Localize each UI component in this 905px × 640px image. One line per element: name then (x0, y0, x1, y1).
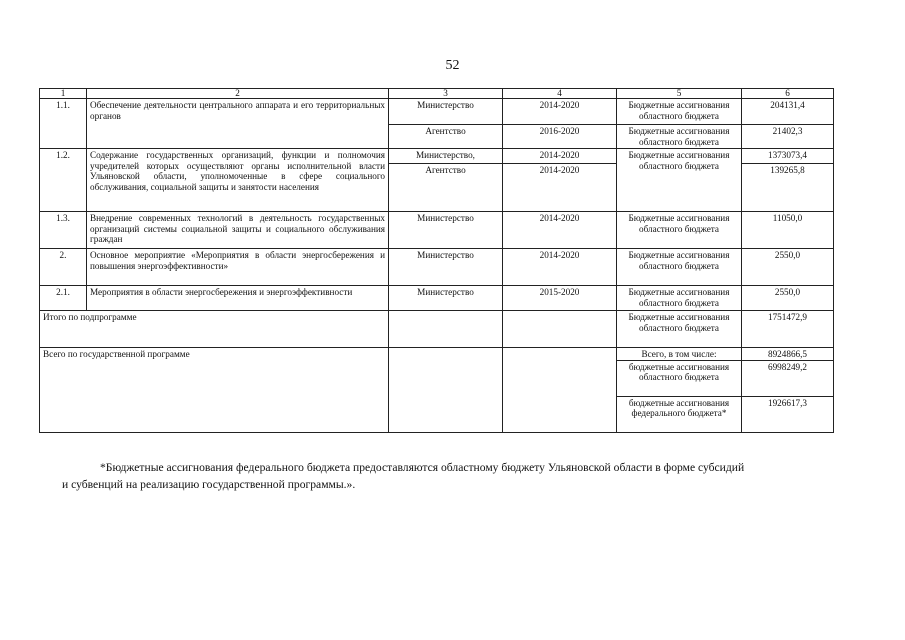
amount-cell: 2550,0 (742, 249, 834, 286)
funding-source-cell: Бюджетные ассигнования областного бюджета (617, 286, 742, 311)
subtotal-row (40, 311, 834, 348)
total-label: Всего по государственной программе (40, 348, 389, 433)
activity-name: Основное мероприятие «Мероприятия в области энергосбережения и повышения энергоэффективности» (87, 249, 389, 286)
column-header: 2 (87, 89, 389, 99)
row-number: 1.2. (40, 149, 87, 212)
executor-cell: Министерство (389, 212, 503, 249)
amount-cell: 204131,4 (742, 99, 834, 125)
amount-cell: 21402,3 (742, 125, 834, 149)
years-cell: 2015-2020 (503, 286, 617, 311)
executor-cell: Министерство (389, 286, 503, 311)
funding-source-cell: Бюджетные ассигнования областного бюджета (617, 249, 742, 286)
years-cell: 2016-2020 (503, 125, 617, 149)
activity-name: Внедрение современных технологий в деятельность государственных организаций системы социальной защиты и социального обслуживания граждан (87, 212, 389, 249)
row-number: 1.3. (40, 212, 87, 249)
column-header: 1 (40, 89, 87, 99)
column-header: 5 (617, 89, 742, 99)
column-header: 4 (503, 89, 617, 99)
footnote (62, 459, 852, 493)
executor-cell: Министерство (389, 249, 503, 286)
funding-source-cell: Бюджетные ассигнования областного бюджета (617, 149, 742, 212)
table-row (40, 212, 834, 249)
row-number: 2. (40, 249, 87, 286)
executor-cell: Министерство, (389, 149, 503, 164)
funding-source-cell: Бюджетные ассигнования областного бюджета (617, 311, 742, 348)
footnote-line: *Бюджетные ассигнования федерального бюджета предоставляются областному бюджету Ульяновской области в форме субсидий (100, 461, 745, 474)
funding-source-cell: Бюджетные ассигнования областного бюджета (617, 99, 742, 125)
executor-cell: Агентство (389, 164, 503, 212)
column-header: 6 (742, 89, 834, 99)
row-number: 2.1. (40, 286, 87, 311)
years-cell: 2014-2020 (503, 249, 617, 286)
activity-name: Обеспечение деятельности центрального аппарата и его территориальных органов (87, 99, 389, 149)
amount-cell: 1751472,9 (742, 311, 834, 348)
funding-source-cell: Бюджетные ассигнования областного бюджета (617, 125, 742, 149)
amount-cell: 8924866,5 (742, 348, 834, 361)
footnote-line: и субвенций на реализацию государственной программы.». (62, 478, 356, 491)
total-row (40, 348, 834, 361)
executor-cell (389, 311, 503, 348)
amount-cell: 139265,8 (742, 164, 834, 212)
years-cell (503, 348, 617, 433)
years-cell (503, 311, 617, 348)
funding-source-cell: бюджетные ассигнования федерального бюджета* (617, 396, 742, 432)
years-cell: 2014-2020 (503, 164, 617, 212)
budget-table (39, 88, 834, 433)
row-number: 1.1. (40, 99, 87, 149)
table-row (40, 286, 834, 311)
funding-source-cell: бюджетные ассигнования областного бюджета (617, 360, 742, 396)
table-row (40, 149, 834, 164)
table-row (40, 249, 834, 286)
amount-cell: 2550,0 (742, 286, 834, 311)
funding-source-cell: Бюджетные ассигнования областного бюджета (617, 212, 742, 249)
executor-cell (389, 348, 503, 433)
amount-cell: 1373073,4 (742, 149, 834, 164)
table-row (40, 99, 834, 125)
amount-cell: 1926617,3 (742, 396, 834, 432)
years-cell: 2014-2020 (503, 149, 617, 164)
executor-cell: Министерство (389, 99, 503, 125)
page-number: 52 (445, 58, 460, 73)
table-header-row (40, 89, 834, 99)
amount-cell: 6998249,2 (742, 360, 834, 396)
activity-name: Содержание государственных организаций, функции и полномочия учредителей которых осуществляют органы исполнительной власти Ульяновской области, уполномоченные в сфере социального обслуживания, социальной защиты и занятости населения (87, 149, 389, 212)
funding-source-cell: Всего, в том числе: (617, 348, 742, 361)
executor-cell: Агентство (389, 125, 503, 149)
subtotal-label: Итого по подпрограмме (40, 311, 389, 348)
years-cell: 2014-2020 (503, 99, 617, 125)
years-cell: 2014-2020 (503, 212, 617, 249)
amount-cell: 11050,0 (742, 212, 834, 249)
activity-name: Мероприятия в области энергосбережения и энергоэффективности (87, 286, 389, 311)
column-header: 3 (389, 89, 503, 99)
